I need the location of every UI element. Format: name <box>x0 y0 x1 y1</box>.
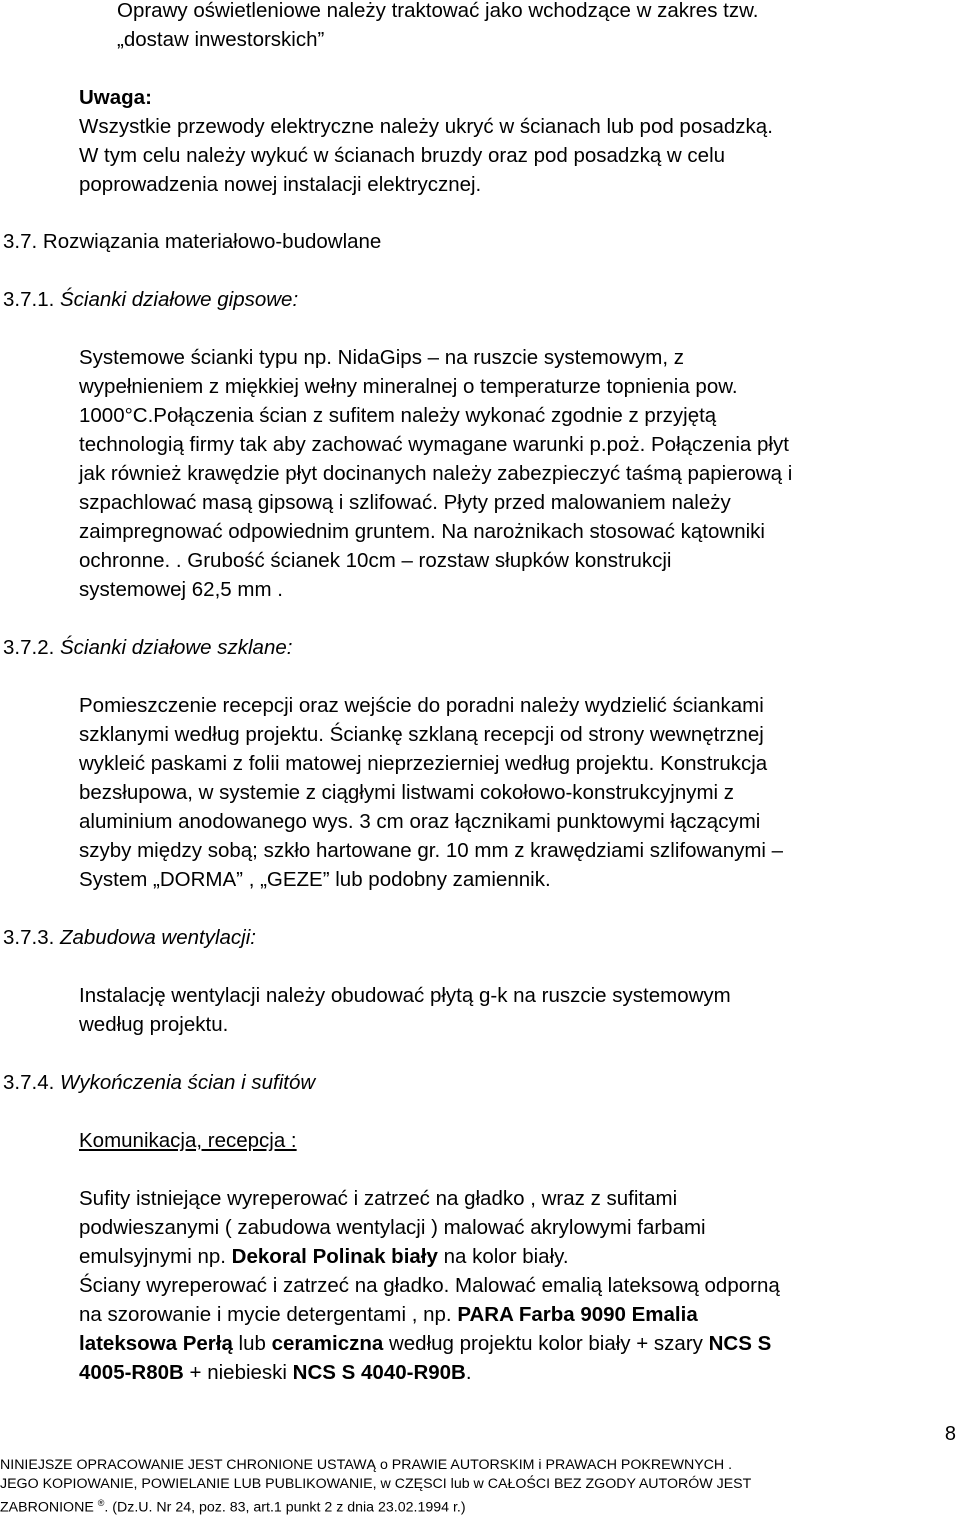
product-name-dekoral: Dekoral Polinak biały <box>231 1245 438 1268</box>
line-5-text: na szorowanie i mycie detergentami , np. <box>79 1303 458 1326</box>
note-heading: Uwaga: <box>79 86 152 109</box>
section-372-title: Ścianki działowe szklane: <box>60 636 293 659</box>
section-374-line-7 <box>79 1358 472 1387</box>
section-372-line-4: bezsłupowa, w systemie z ciągłymi listwami cokołowo-konstrukcyjnymi z <box>79 781 735 804</box>
section-374-line-5 <box>79 1300 698 1329</box>
section-372-line-3: wykleić paskami z folii matowej nieprzezierniej według projektu. Konstrukcja <box>79 752 768 775</box>
section-37-heading <box>3 227 381 256</box>
section-374-heading <box>3 1068 315 1097</box>
product-name-para: PARA Farba 9090 Emalia <box>457 1303 698 1326</box>
footer-law-reference: . (Dz.U. Nr 24, poz. 83, art.1 punkt 2 z dnia 23.02.1994 r.) <box>104 1499 466 1516</box>
ncs-code-grey: 4005-R80B <box>79 1361 184 1384</box>
section-374-line-3 <box>79 1242 569 1271</box>
section-372-line-2: szklanymi według projektu. Ściankę szklaną recepcji od strony wewnętrznej <box>79 723 764 746</box>
section-371-line-5: jak również krawędzie płyt docinanych należy zabezpieczyć taśmą papierową i <box>79 462 793 485</box>
section-374-line-6 <box>79 1329 771 1358</box>
footer-line-2: JEGO KOPIOWANIE, POWIELANIE LUB PUBLIKOWANIE, w CZĘSCI lub w CAŁOŚCI BEZ ZGODY AUTORÓW JEST <box>0 1476 752 1492</box>
section-374-number: 3.7.4. <box>3 1071 55 1094</box>
product-name-ceramiczna: ceramiczna <box>271 1332 384 1355</box>
section-37-number: 3.7. <box>3 230 38 253</box>
ncs-code-prefix: NCS S <box>708 1332 772 1355</box>
section-374-line-4: Ściany wyreperować i zatrzeć na gładko. Malować emalią lateksową odporną <box>79 1274 780 1297</box>
section-371-line-3: 1000°C.Połączenia ścian z sufitem należy wykonać zgodnie z przyjętą <box>79 404 717 427</box>
line-6-or: lub <box>232 1332 272 1355</box>
section-372-number: 3.7.2. <box>3 636 55 659</box>
section-373-number: 3.7.3. <box>3 926 55 949</box>
footer-prohibited: ZABRONIONE <box>0 1499 98 1516</box>
section-371-line-7: zaimpregnować odpowiednim gruntem. Na narożnikach stosować kątowniki <box>79 520 765 543</box>
page-number: 8 <box>944 1423 956 1445</box>
section-37-title: Rozwiązania materiałowo-budowlane <box>42 230 382 253</box>
section-374-line-1: Sufity istniejące wyreperować i zatrzeć na gładko , wraz z sufitami <box>79 1187 678 1210</box>
line-7-text: + niebieski <box>183 1361 293 1384</box>
section-372-line-6: szyby między sobą; szkło hartowane gr. 10 mm z krawędziami szlifowanymi – <box>79 839 784 862</box>
note-line-3: poprowadzenia nowej instalacji elektrycznej. <box>79 173 482 196</box>
section-371-line-9: systemowej 62,5 mm . <box>79 578 283 601</box>
section-373-line-2: według projektu. <box>79 1013 229 1036</box>
section-371-line-8: ochronne. . Grubość ścianek 10cm – rozstaw słupków konstrukcji <box>79 549 672 572</box>
ncs-code-blue: NCS S 4040-R90B <box>292 1361 466 1384</box>
line-7-end: . <box>465 1361 472 1384</box>
section-371-line-2: wypełnieniem z miękkiej wełny mineralnej o temperaturze topnienia pow. <box>79 375 738 398</box>
section-371-line-4: technologią firmy tak aby zachować wymagane warunki p.poż. Połączenia płyt <box>79 433 789 456</box>
section-371-line-1: Systemowe ścianki typu np. NidaGips – na ruszcie systemowym, z <box>79 346 684 369</box>
section-374-subheading: Komunikacja, recepcja : <box>79 1129 297 1152</box>
product-name-perla: lateksowa Perłą <box>79 1332 233 1355</box>
intro-line-2: „dostaw inwestorskich” <box>117 28 325 51</box>
section-372-heading <box>3 633 292 662</box>
footer-line-1: NINIEJSZE OPRACOWANIE JEST CHRONIONE USTAWĄ o PRAWIE AUTORSKIM i PRAWACH POKREWNYCH . <box>0 1457 733 1473</box>
section-372-line-7: System „DORMA” , „GEZE” lub podobny zamiennik. <box>79 868 551 891</box>
line-6-text: według projektu kolor biały + szary <box>383 1332 709 1355</box>
note-line-1: Wszystkie przewody elektryczne należy ukryć w ścianach lub pod posadzką. <box>79 115 773 138</box>
note-line-2: W tym celu należy wykuć w ścianach bruzdy oraz pod posadzką w celu <box>79 144 726 167</box>
section-374-line-2: podwieszanymi ( zabudowa wentylacji ) malować akrylowymi farbami <box>79 1216 706 1239</box>
section-372-line-1: Pomieszczenie recepcji oraz wejście do poradni należy wydzielić ściankami <box>79 694 764 717</box>
line-3-end: na kolor biały. <box>437 1245 569 1268</box>
section-371-title: Ścianki działowe gipsowe: <box>60 288 299 311</box>
section-371-heading <box>3 285 298 314</box>
section-371-number: 3.7.1. <box>3 288 55 311</box>
section-373-line-1: Instalację wentylacji należy obudować płytą g-k na ruszcie systemowym <box>79 984 731 1007</box>
section-372-line-5: aluminium anodowanego wys. 3 cm oraz łącznikami punktowymi łączącymi <box>79 810 761 833</box>
intro-line-1: Oprawy oświetleniowe należy traktować jako wchodzące w zakres tzw. <box>117 0 759 22</box>
section-373-title: Zabudowa wentylacji: <box>60 926 256 949</box>
section-374-title: Wykończenia ścian i sufitów <box>60 1071 316 1094</box>
line-3-text: emulsyjnymi np. <box>79 1245 232 1268</box>
section-371-line-6: szpachlować masą gipsową i szlifować. Płyty przed malowaniem należy <box>79 491 731 514</box>
registered-mark: ® <box>97 1498 105 1508</box>
section-373-heading <box>3 923 256 952</box>
